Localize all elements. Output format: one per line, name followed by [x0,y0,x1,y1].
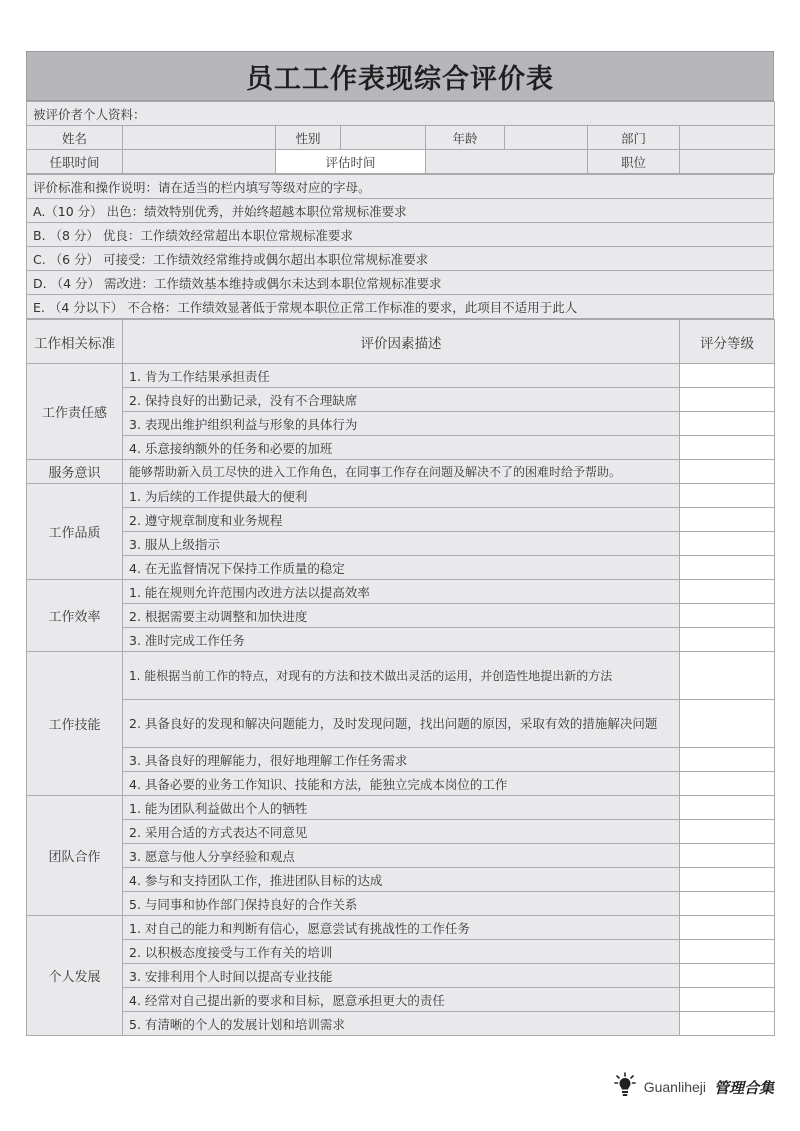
score-cell[interactable] [680,892,775,916]
factor-row: 3. 愿意与他人分享经验和观点 [123,844,680,868]
score-cell[interactable] [680,916,775,940]
factor-row: 1. 肯为工作结果承担责任 [123,364,680,388]
factor-row: 2. 具备良好的发现和解决问题能力，及时发现问题，找出问题的原因，采取有效的措施解决问题 [123,700,680,748]
score-cell[interactable] [680,388,775,412]
criteria-a: A.（10 分） 出色：绩效特别优秀，并始终超越本职位常规标准要求 [27,199,774,223]
factor-row: 4. 在无监督情况下保持工作质量的稳定 [123,556,680,580]
factor-row: 5. 有清晰的个人的发展计划和培训需求 [123,1012,680,1036]
header-description: 评价因素描述 [123,320,680,364]
form-title: 员工工作表现综合评价表 [26,51,774,101]
score-cell[interactable] [680,940,775,964]
factor-row: 2. 采用合适的方式表达不同意见 [123,820,680,844]
factor-row: 能够帮助新入员工尽快的进入工作角色，在同事工作存在问题及解决不了的困难时给予帮助。 [123,460,680,484]
tenure-field[interactable] [123,150,276,174]
score-cell[interactable] [680,532,775,556]
position-field[interactable] [680,150,775,174]
category-service: 服务意识 [27,460,123,484]
factor-row: 1. 能为团队利益做出个人的牺牲 [123,796,680,820]
factor-row: 3. 服从上级指示 [123,532,680,556]
factor-row: 2. 遵守规章制度和业务规程 [123,508,680,532]
criteria-e: E. （4 分以下） 不合格：工作绩效显著低于常规本职位正常工作标准的要求，此项目不适用于此人 [27,295,774,319]
age-field[interactable] [505,126,588,150]
score-cell[interactable] [680,772,775,796]
brand-chinese: 管理合集 [713,1078,774,1097]
factor-row: 3. 准时完成工作任务 [123,628,680,652]
score-cell[interactable] [680,484,775,508]
factor-row: 4. 具备必要的业务工作知识、技能和方法，能独立完成本岗位的工作 [123,772,680,796]
criteria-b: B. （8 分） 优良：工作绩效经常超出本职位常规标准要求 [27,223,774,247]
name-label: 姓名 [27,126,123,150]
name-field[interactable] [123,126,276,150]
score-cell[interactable] [680,604,775,628]
position-label: 职位 [588,150,680,174]
criteria-intro: 评价标准和操作说明：请在适当的栏内填写等级对应的字母。 [27,175,774,199]
factor-row: 2. 保持良好的出勤记录，没有不合理缺席 [123,388,680,412]
factor-row: 5. 与同事和协作部门保持良好的合作关系 [123,892,680,916]
score-cell[interactable] [680,364,775,388]
factor-row: 1. 能根据当前工作的特点，对现有的方法和技术做出灵活的运用，并创造性地提出新的方法 [123,652,680,700]
score-cell[interactable] [680,436,775,460]
category-skills: 工作技能 [27,652,123,796]
category-quality: 工作品质 [27,484,123,580]
category-efficiency: 工作效率 [27,580,123,652]
factor-row: 1. 对自己的能力和判断有信心，愿意尝试有挑战性的工作任务 [123,916,680,940]
lightbulb-icon [614,1072,636,1102]
score-cell[interactable] [680,652,775,700]
score-cell[interactable] [680,868,775,892]
factor-row: 2. 根据需要主动调整和加快进度 [123,604,680,628]
header-criteria: 工作相关标准 [27,320,123,364]
factor-row: 4. 参与和支持团队工作，推进团队目标的达成 [123,868,680,892]
score-cell[interactable] [680,508,775,532]
factor-row: 4. 经常对自己提出新的要求和目标，愿意承担更大的责任 [123,988,680,1012]
score-cell[interactable] [680,412,775,436]
score-cell[interactable] [680,1012,775,1036]
score-cell[interactable] [680,628,775,652]
age-label: 年龄 [426,126,505,150]
score-cell[interactable] [680,964,775,988]
dept-label: 部门 [588,126,680,150]
gender-label: 性别 [276,126,341,150]
eval-time-label: 评估时间 [276,150,426,174]
evaluation-form [26,51,774,1036]
category-responsibility: 工作责任感 [27,364,123,460]
factor-row: 3. 表现出维护组织利益与形象的具体行为 [123,412,680,436]
category-teamwork: 团队合作 [27,796,123,916]
score-cell[interactable] [680,700,775,748]
evaluation-table [26,319,775,1036]
score-cell[interactable] [680,796,775,820]
header-score: 评分等级 [680,320,775,364]
score-cell[interactable] [680,844,775,868]
criteria-c: C. （6 分） 可接受：工作绩效经常维持或偶尔超出本职位常规标准要求 [27,247,774,271]
factor-row: 1. 能在规则允许范围内改进方法以提高效率 [123,580,680,604]
personal-info-label: 被评价者个人资料： [27,102,775,126]
tenure-label: 任职时间 [27,150,123,174]
factor-row: 3. 安排利用个人时间以提高专业技能 [123,964,680,988]
score-cell[interactable] [680,820,775,844]
factor-row: 4. 乐意接纳额外的任务和必要的加班 [123,436,680,460]
category-development: 个人发展 [27,916,123,1036]
score-cell[interactable] [680,748,775,772]
score-cell[interactable] [680,580,775,604]
factor-row: 2. 以积极态度接受与工作有关的培训 [123,940,680,964]
brand-english: Guanliheji [643,1079,706,1095]
score-cell[interactable] [680,556,775,580]
gender-field[interactable] [341,126,426,150]
factor-row: 1. 为后续的工作提供最大的便利 [123,484,680,508]
criteria-notes [26,174,774,319]
criteria-d: D. （4 分） 需改进：工作绩效基本维持或偶尔未达到本职位常规标准要求 [27,271,774,295]
personal-info-table [26,101,775,174]
score-cell[interactable] [680,460,775,484]
dept-field[interactable] [680,126,775,150]
footer-brand [614,1072,774,1102]
eval-time-field[interactable] [426,150,588,174]
factor-row: 3. 具备良好的理解能力，很好地理解工作任务需求 [123,748,680,772]
score-cell[interactable] [680,988,775,1012]
